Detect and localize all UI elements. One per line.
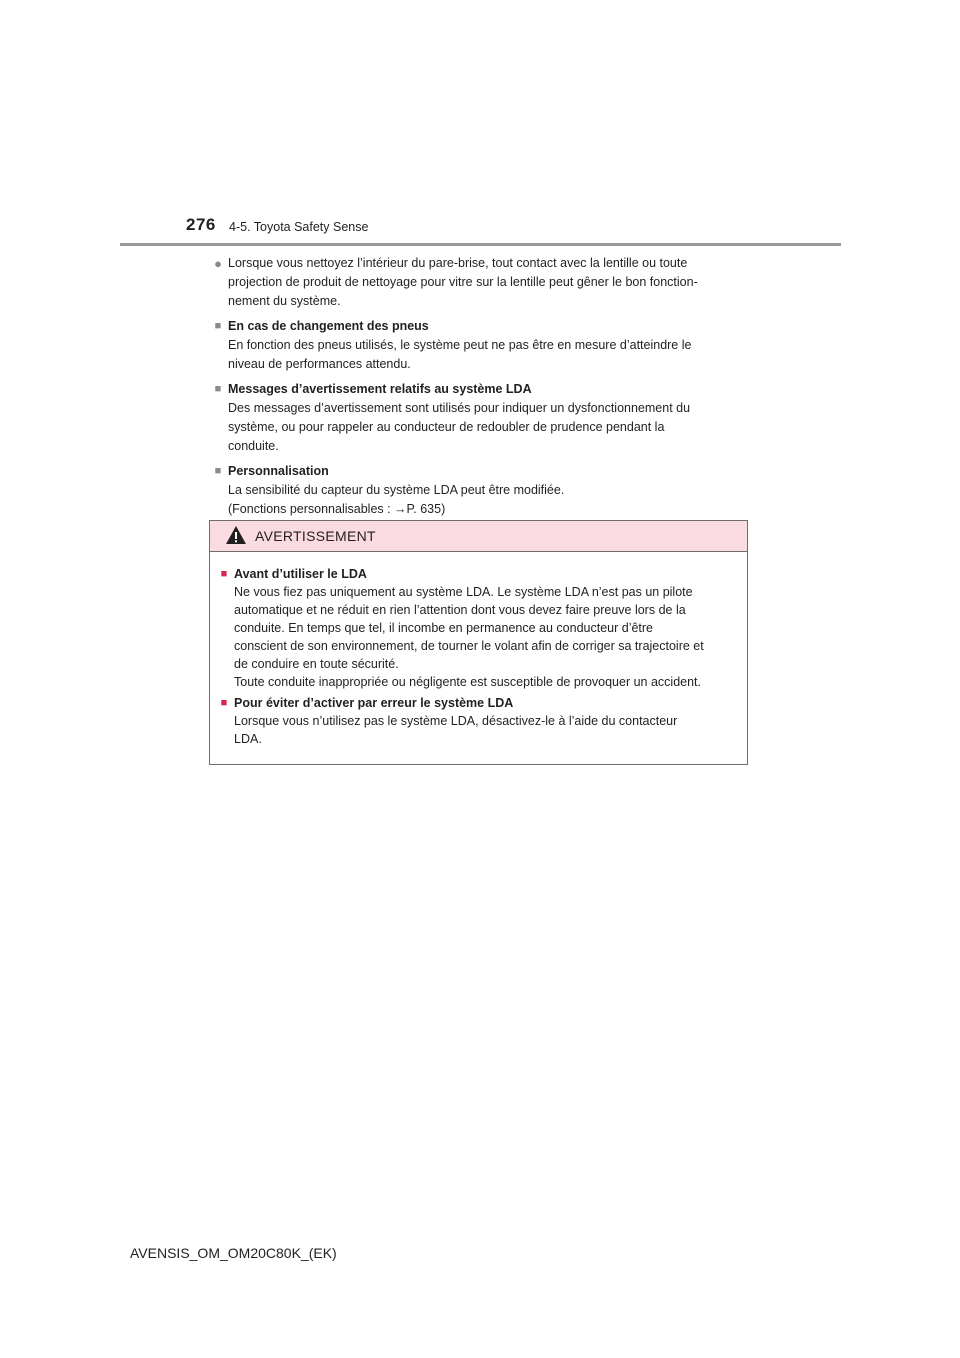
warning-title: AVERTISSEMENT <box>255 528 376 544</box>
circle-bullet-icon: ● <box>214 256 222 271</box>
warning-header <box>210 521 747 552</box>
item-heading: En cas de changement des pneus <box>228 319 429 333</box>
item-heading: Personnalisation <box>228 464 329 478</box>
main-content <box>211 254 749 519</box>
header-rule <box>120 243 841 246</box>
page-number: 276 <box>186 215 216 234</box>
text-line: Des messages d’avertissement sont utilisés pour indiquer un dysfonctionnement du <box>228 401 691 415</box>
text-line: LDA. <box>234 732 262 746</box>
text-line: En fonction des pneus utilisés, le système peut ne pas être en mesure d’atteindre le <box>228 338 692 352</box>
item-tire-change <box>211 317 749 374</box>
item-heading: Pour éviter d’activer par erreur le système LDA <box>234 696 514 710</box>
item-personalization <box>211 462 749 519</box>
square-bullet-icon: ■ <box>220 697 228 709</box>
square-bullet-icon: ■ <box>214 383 222 395</box>
text-line: système, ou pour rappeler au conducteur de redoubler de prudence pendant la <box>228 420 665 434</box>
document-code: AVENSIS_OM_OM20C80K_(EK) <box>130 1245 337 1261</box>
text-line: conduite. En temps que tel, il incombe en permanence au conducteur d’être <box>234 621 654 635</box>
text-line: de conduire en toute sécurité. <box>234 657 399 671</box>
warning-item-avoid-activation <box>217 694 737 748</box>
item-heading: Avant d’utiliser le LDA <box>234 567 367 581</box>
warning-content <box>210 552 747 748</box>
text-line: projection de produit de nettoyage pour vitre sur la lentille peut gêner le bon fonction- <box>228 275 698 289</box>
warning-box <box>209 520 748 765</box>
text-line: nement du système. <box>228 294 341 308</box>
text-line: La sensibilité du capteur du système LDA peut être modifiée. <box>228 483 565 497</box>
intro-bullet <box>211 254 749 311</box>
text-line: Lorsque vous nettoyez l’intérieur du pare-brise, tout contact avec la lentille ou toute <box>228 256 688 270</box>
square-bullet-icon: ■ <box>214 465 222 477</box>
text-line: conduite. <box>228 439 279 453</box>
warning-item-before-use <box>217 565 737 691</box>
text-line: Ne vous fiez pas uniquement au système LDA. Le système LDA n’est pas un pilote <box>234 585 693 599</box>
square-bullet-icon: ■ <box>220 568 228 580</box>
warning-triangle-icon <box>225 525 247 545</box>
text-line: Toute conduite inappropriée ou négligente est susceptible de provoquer un accident. <box>234 675 701 689</box>
text-line: automatique et ne réduit en rien l’attention dont vous devez faire preuve lors de la <box>234 603 686 617</box>
text-line: conscient de son environnement, de tourner le volant afin de corriger sa trajectoire et <box>234 639 704 653</box>
text-line: Lorsque vous n’utilisez pas le système LDA, désactivez-le à l’aide du contacteur <box>234 714 678 728</box>
square-bullet-icon: ■ <box>214 320 222 332</box>
page-reference: (Fonctions personnalisables : →P. 635) <box>228 502 446 516</box>
item-heading: Messages d’avertissement relatifs au système LDA <box>228 382 532 396</box>
item-warning-messages <box>211 380 749 456</box>
text-line: niveau de performances attendu. <box>228 357 411 371</box>
section-title: 4-5. Toyota Safety Sense <box>229 220 369 234</box>
